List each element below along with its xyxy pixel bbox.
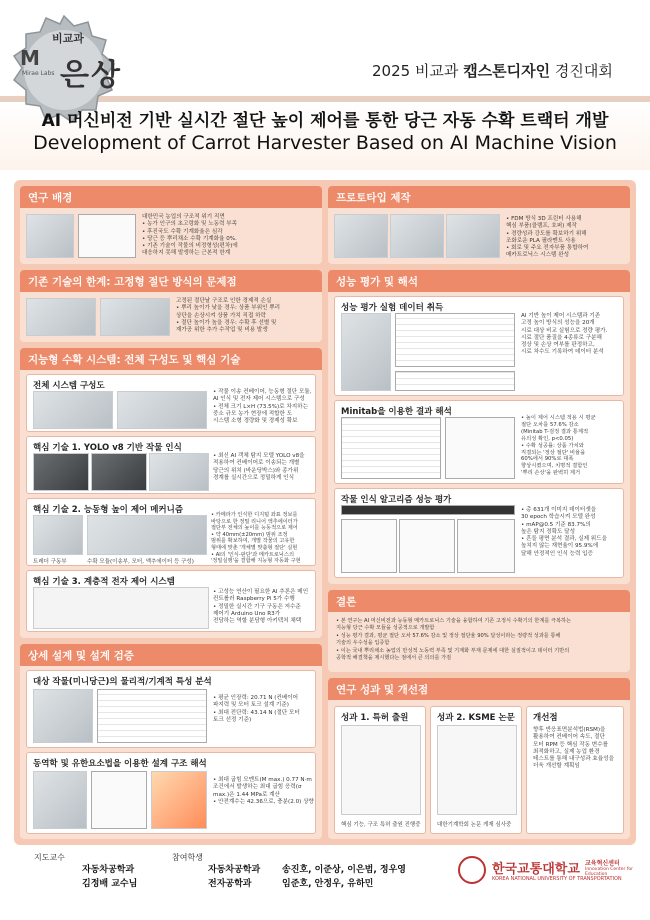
student-dept-2: 전자공학과	[208, 879, 252, 889]
subsection-title: 핵심 기술 2. 능동형 높이 제어 메커니즘	[33, 505, 184, 515]
section-text: 대한민국 농업의 구조적 위기 직면 • 농가 인구의 초고령화 및 노동력 부족 • 후진국도 수확 기계화율은 심각 • 당근 등 뿌리채소 수확 기계화율 0%. • 기존 기술이 작물의 비정형성(편차)에 대응하지 못해 발생하는 근본적 한계	[142, 214, 238, 257]
section-title: 기존 기술의 한계: 고정형 절단 방식의 문제점	[20, 270, 322, 292]
subsection-title: Minitab을 이용한 결과 해석	[341, 407, 452, 417]
subsection-text: • 작물 이송 컨베이어, 능동형 절단 모듈, AI 인식 및 전자 제어 시스템으로 구성 • 전체 크기 L×H (73.5%)로 차지하는 중소 규모 농가 현장에 적합한 도 시스템 소형 경량화 및 경제성 확보	[213, 389, 312, 425]
section-title: 프로토타입 제작	[328, 186, 630, 208]
diagram-image	[100, 298, 170, 336]
section-performance	[328, 270, 630, 584]
paper-document-image	[437, 725, 517, 815]
fea-image	[151, 771, 207, 829]
chart-image	[78, 214, 136, 258]
students-label: 참여학생	[172, 853, 203, 862]
subsection-text: • 높이 제어 시스템 적용 시 평균 절단 오차를 57.6% 감소 (Minitab T-검정 결과 통계적 유의성 확인, p<0.05) • 수확 성공률: 상품 가치와 직결되는 '정상 절단' 비율을 60%에서 90%로 대폭 향상시켰으며, 치명적 결함인 '뿌리 손상'을 완벽히 제거	[521, 415, 596, 477]
minitab-output-image	[341, 417, 441, 479]
university-logo-icon	[458, 856, 486, 884]
student-names-2: 임준호, 안정우, 유하민	[282, 879, 374, 889]
subsection-text: AI 기반 높이 제어 시스템과 기존 고정 높이 방식의 성능을 20개 시료 대상 비교 실험으로 정량 평가. 시료 절단 품질을 4종류로 구분해 정상 및 손상 여부를 판정하고, 시료 차수도 기록하여 데이터 분석	[521, 313, 608, 356]
university-name: 한국교통대학교	[492, 862, 580, 877]
subsection-system-overview	[26, 374, 316, 432]
section-outcomes	[328, 678, 630, 839]
subsection-title: 성과 1. 특허 출원	[341, 713, 409, 723]
subsection-title: 대상 작물(미니당근)의 물리적/기계적 특성 분석	[33, 677, 212, 687]
section-text: 고정된 절단날 구조로 인한 경제적 손실 • 뿌리 높이가 낮을 경우: 상품 부위인 뿌리 상단을 손상시켜 상품 가치 직접 하락 • 절단 높이가 높을 경우: 수확 후 선별 및 재가공 위한 추가 수작업 및 비용 발생	[176, 298, 281, 334]
image-caption: 트레더 구동부	[33, 559, 67, 565]
subsection-data-acquisition	[334, 296, 624, 396]
section-conclusion	[328, 590, 630, 672]
contest-name: 2025 비교과 캡스톤디자인 경진대회	[372, 62, 613, 80]
section-text: • 본 연구는 AI 머신비전과 능동형 메카트로닉스 기술을 융합하여 기존 고정식 수확기의 한계를 극복하는 지능형 당근 수확 모듈을 성공적으로 개발함 • 성능 평가 결과, 평균 절단 오차 57.6% 감소 및 정상 절단율 90% 달성이라는 정량적 성과를 통해 기술의 우수성을 입증함 • 이는 국내 뿌리채소 농업의 만성적 노동력 부족 및 기계화 부재 문제에 대한 실질적이고 데이터 기반의 공학적 해결책을 제시했다는 점에서 큰 의의를 가짐	[336, 618, 572, 662]
curve-chart-image	[399, 519, 455, 573]
subsection-height-control	[26, 498, 316, 566]
title-english: Development of Carrot Harvester Based on AI Machine Vision	[33, 132, 617, 154]
data-table-image	[395, 371, 515, 391]
student-names-1: 송진호, 이준상, 이은범, 정우영	[282, 865, 406, 875]
subsection-electronic-control	[26, 570, 316, 632]
poster-header	[0, 0, 650, 170]
subsection-title: 성과 2. KSME 논문	[437, 713, 515, 723]
fea-image	[33, 771, 87, 829]
section-text: • FDM 방식 3D 프린터 사용해 핵심 부품(클램프, 호퍼) 제작 • 경량성과 강도를 확보하기 위해 조화로운 PLA 필라멘트 사용 • 회로 및 주요 전자부품 통합하여 메카트로닉스 시스템 완성	[506, 216, 589, 259]
subsection-minitab	[334, 400, 624, 484]
training-log-image	[341, 505, 515, 515]
map-image	[26, 214, 74, 258]
test-photo	[33, 689, 93, 743]
subsection-title: 전체 시스템 구성도	[33, 381, 105, 391]
section-detailed-design	[20, 644, 322, 839]
section-title: 결론	[328, 590, 630, 612]
section-title: 상세 설계 및 설계 검증	[20, 644, 322, 666]
subsection-title: 개선점	[533, 713, 558, 723]
section-prototype	[328, 186, 630, 264]
subsection-title: 작물 인식 알고리즘 성능 평가	[341, 495, 452, 505]
outcome-paper	[430, 706, 522, 834]
badge-caption: Mirae Labs	[22, 70, 55, 77]
render-image	[87, 515, 207, 555]
render-image	[33, 391, 113, 429]
subsection-crop-properties	[26, 670, 316, 748]
subsection-text: • 평균 인장력: 20.71 N (컨베이어 파지력 및 모터 토크 설계 기준) • 최대 전단력: 43.14 N (절단 모터 토크 선정 기준)	[213, 695, 300, 723]
student-dept-1: 자동차공학과	[208, 865, 261, 875]
section-title: 성능 평가 및 해석	[328, 270, 630, 292]
section-smart-system	[20, 348, 322, 638]
advisor-label: 지도교수	[34, 853, 65, 862]
badge-label-small: 비교과	[52, 32, 84, 45]
diagram-image	[26, 298, 96, 336]
data-table-image	[395, 313, 515, 367]
subsection-recognition-performance	[334, 488, 624, 578]
section-research-background	[20, 186, 322, 264]
image-caption: 수확 모듈(이송부, 모터, 액추에이터 등 구성)	[87, 559, 194, 565]
render-image	[117, 391, 207, 429]
prototype-photo	[390, 214, 444, 258]
prototype-photo	[446, 214, 500, 258]
section-existing-limits	[20, 270, 322, 342]
subsection-text: • 총 631개 이미지 데이터셋을 30 epoch 학습시켜 모델 완성 • mAP@0.5 기준 83.7%의 높은 탐지 정확도 달성 • 흔들 평면 분석 결과, 실제 위드을 높치지 않는 재현율이 95.9%에 달해 안정적인 인식 능력 입증	[521, 507, 607, 557]
subsection-text: • 고성능 연산이 필요한 AI 추론은 메인 컨트롤러 Raspberry Pi 5가 수행 • 정밀한 실시간 기구 구동은 저수준 제어기 Arduino Uno R3가 전담하는 역할 분담형 아키텍처 채택	[213, 589, 309, 625]
outcome-improvements	[526, 706, 624, 834]
image-caption: 핵심 기능, 구조 특허 출원 진행중	[341, 822, 421, 828]
render-image	[33, 515, 83, 555]
subsection-text: • 최신 AI 객체 탐지 모델 YOLO v8을 적용하여 컨베이어로 이송되는 개별 당근의 위치 (바운딩박스)와 종가위 경계를 실시간으로 정밀하게 인식	[213, 453, 305, 481]
section-title: 연구 배경	[20, 186, 322, 208]
subsection-structural-analysis	[26, 752, 316, 834]
circuit-diagram-image	[33, 587, 209, 629]
subsection-text: 향후 반응표면분석법(RSM)을 활용하여 컨베이어 속도, 절단 모터 RPM 등 핵심 작동 변수를 최적화하고, 실제 농업 환경 테스트를 통해 내구성과 효율성을 더욱 개선할 계획임	[533, 727, 614, 770]
advisor-name: 김정배 교수님	[82, 879, 138, 889]
subsection-title: 성능 평가 실험 데이터 취득	[341, 303, 444, 313]
section-title: 연구 성과 및 개선점	[328, 678, 630, 700]
section-title: 지능형 수확 시스템: 전체 구성도 및 핵심 기술	[20, 348, 322, 370]
advisor-dept: 자동차공학과	[82, 865, 135, 875]
subsection-text: • 최대 굽힘 모멘트(M max.) 0.77 N·m 조건에서 발생하는 최대 굽힘 응력(σ max.)은 1.44 MPa로 계산 • 안전계수는 42.36으로, 충분(2.0) 상향	[213, 777, 314, 805]
subsection-text: • 카메라가 인식한 디지털 좌표 정보를 바탕으로 한 정밀 리니어 액추에이터가 절단부 전체의 높이를 능동적으로 제어 • 약 40mm(±20mm) 범위 조정 범위를 확보하여, 개별 작물의 고유한 형태에 맞춘 '개체별 맞춤형 절단' 실현 • AI의 '인식-판단'과 메카트로닉스의 '정밀실행'을 결합해 지능형 자동화 구현	[211, 512, 301, 565]
outcome-patent	[334, 706, 426, 834]
badge-logo: M	[20, 46, 40, 70]
boxplot-image	[445, 417, 515, 479]
patent-document-image	[341, 725, 421, 815]
subsection-title: 핵심 기술 1. YOLO v8 기반 작물 인식	[33, 443, 182, 453]
center-logo: 교육혁신센터 Innovation Center for Education	[585, 860, 634, 877]
subsection-title: 핵심 기술 3. 계층적 전자 제어 시스템	[33, 577, 175, 587]
detection-image	[149, 453, 209, 491]
university-subtitle: KOREA NATIONAL UNIVERSITY OF TRANSPORTATION	[492, 876, 622, 882]
detection-image	[91, 453, 147, 491]
detection-image	[33, 453, 89, 491]
subsection-yolo	[26, 436, 316, 494]
data-table-image	[97, 689, 207, 743]
content-panel	[14, 180, 636, 845]
curve-chart-image	[341, 519, 397, 573]
diagram-image	[91, 771, 147, 829]
experiment-photo	[341, 313, 391, 391]
title-korean: AI 머신비전 기반 실시간 절단 높이 제어를 통한 당근 자동 수확 트랙터 개발	[41, 111, 609, 131]
image-caption: 대한기계학회 논문 게재 심사중	[437, 822, 512, 828]
curve-chart-image	[457, 519, 515, 573]
badge-label-award: 은상	[60, 58, 122, 93]
prototype-photo	[334, 214, 388, 258]
subsection-title: 동역학 및 유한요소법을 이용한 설계 구조 해석	[33, 759, 207, 769]
